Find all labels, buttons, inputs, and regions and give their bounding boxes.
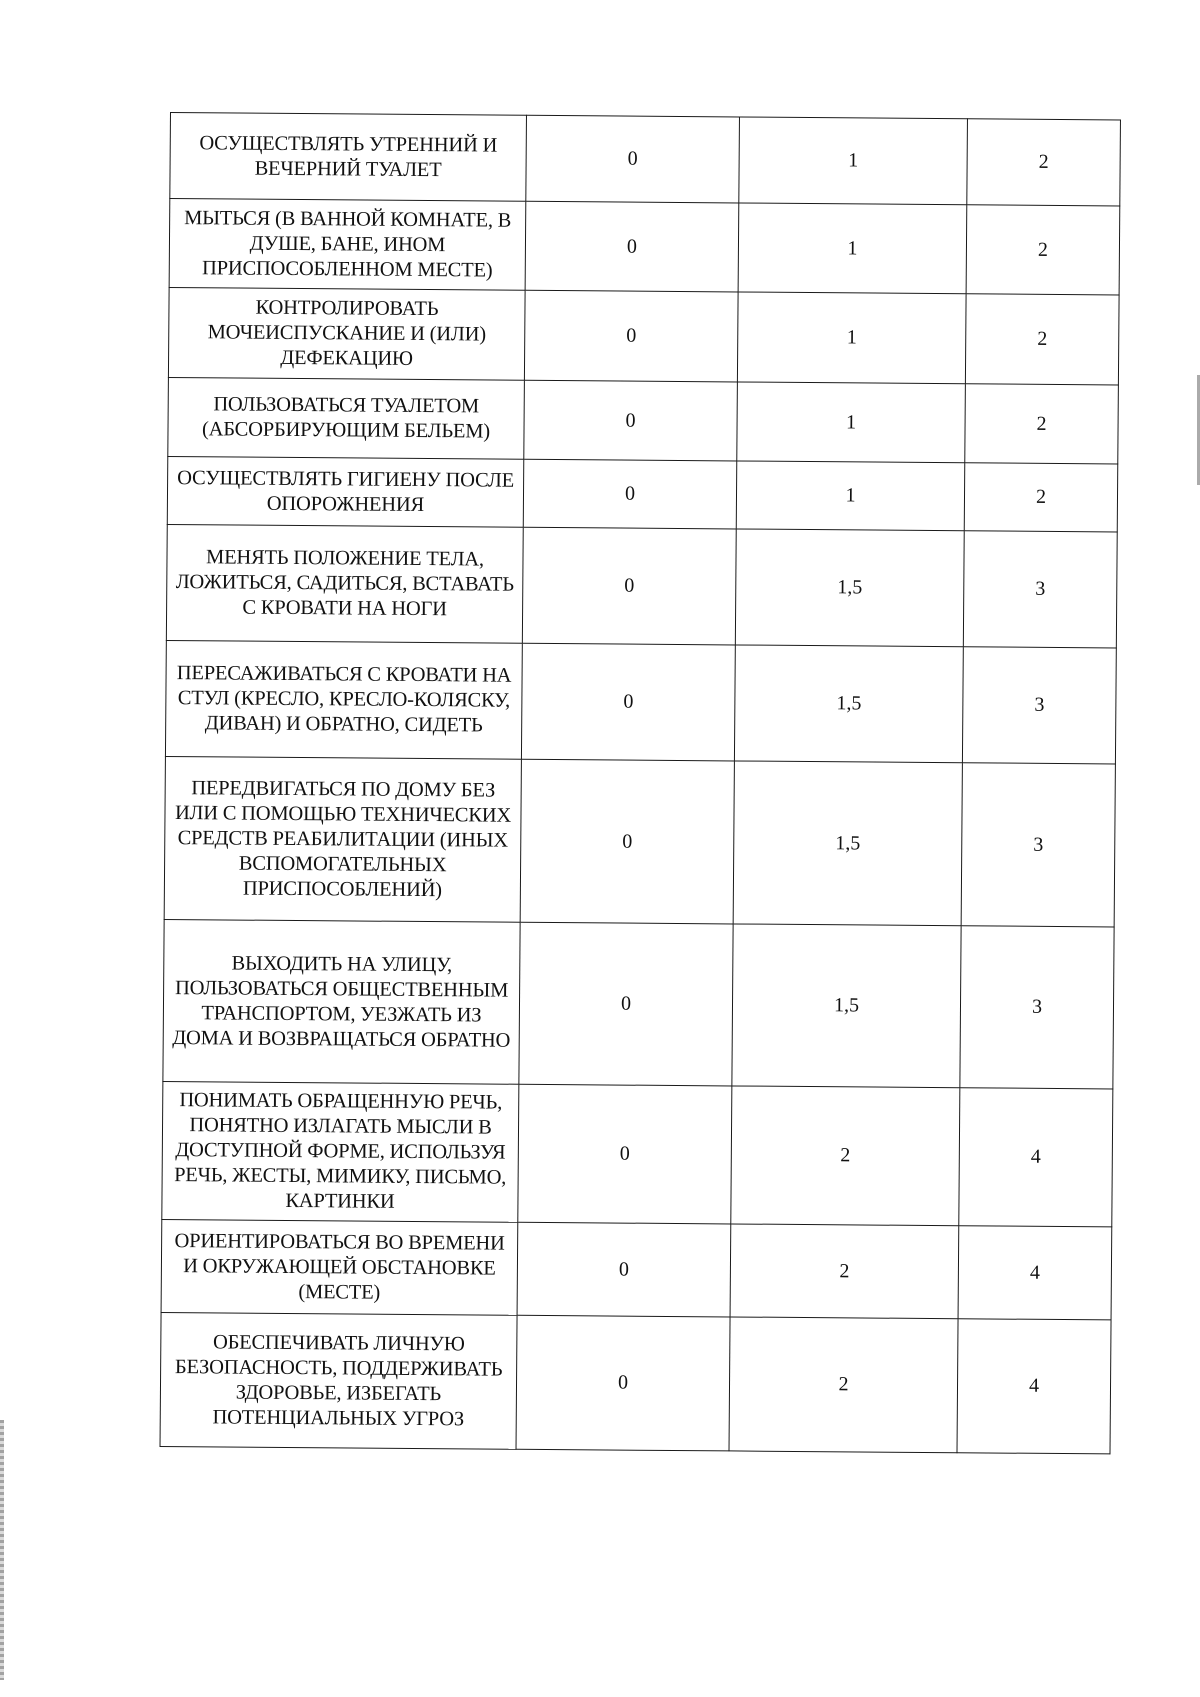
table-row	[170, 113, 1121, 206]
score-cell-3: 3	[960, 926, 1114, 1089]
score-cell-1: 0	[519, 922, 733, 1086]
score-cell-3: 2	[965, 294, 1119, 385]
activity-cell: ВЫХОДИТЬ НА УЛИЦУ, ПОЛЬЗОВАТЬСЯ ОБЩЕСТВЕННЫМ ТРАНСПОРТОМ, УЕЗЖАТЬ ИЗ ДОМА И ВОЗВРАЩАТЬСЯ ОБРАТНО	[163, 919, 520, 1084]
table-row	[169, 199, 1120, 295]
score-cell-2: 1	[738, 203, 967, 294]
score-cell-3: 3	[963, 531, 1117, 648]
score-cell-1: 0	[526, 115, 740, 203]
score-cell-2: 1	[736, 461, 965, 531]
score-cell-1: 0	[524, 380, 738, 461]
table-row	[168, 377, 1119, 463]
score-cell-3: 2	[965, 384, 1119, 464]
scan-edge-artifact	[0, 1420, 4, 1680]
score-cell-2: 1,5	[733, 761, 962, 926]
score-cell-2: 1,5	[734, 645, 963, 763]
score-cell-2: 1,5	[735, 529, 964, 647]
activity-cell: МЕНЯТЬ ПОЛОЖЕНИЕ ТЕЛА, ЛОЖИТЬСЯ, САДИТЬСЯ, ВСТАВАТЬ С КРОВАТИ НА НОГИ	[166, 524, 523, 643]
score-cell-2: 1	[737, 292, 966, 384]
table-row	[165, 640, 1116, 763]
score-cell-1: 0	[518, 1084, 732, 1224]
activity-cell: КОНТРОЛИРОВАТЬ МОЧЕИСПУСКАНИЕ И (ИЛИ) ДЕФЕКАЦИЮ	[168, 287, 525, 380]
score-cell-1: 0	[517, 1222, 731, 1317]
score-cell-3: 3	[961, 763, 1115, 927]
activity-cell: МЫТЬСЯ (В ВАННОЙ КОМНАТЕ, В ДУШЕ, БАНЕ, ИНОМ ПРИСПОСОБЛЕННОМ МЕСТЕ)	[169, 199, 526, 291]
table-row	[162, 1081, 1113, 1226]
table-row	[164, 756, 1115, 926]
score-cell-3: 4	[958, 1226, 1112, 1320]
score-cell-2: 1,5	[732, 924, 961, 1088]
score-cell-1: 0	[521, 643, 735, 761]
table-body	[160, 113, 1120, 1454]
score-cell-2: 2	[729, 1317, 958, 1453]
score-cell-3: 2	[964, 463, 1118, 532]
score-cell-1: 0	[522, 527, 736, 645]
activity-cell: ПОНИМАТЬ ОБРАЩЕННУЮ РЕЧЬ, ПОНЯТНО ИЗЛАГАТЬ МЫСЛИ В ДОСТУПНОЙ ФОРМЕ, ИСПОЛЬЗУЯ РЕЧЬ, ЖЕСТЫ, МИМИКУ, ПИСЬМО, КАРТИНКИ	[162, 1081, 519, 1222]
score-cell-1: 0	[516, 1315, 730, 1451]
activity-cell: ОСУЩЕСТВЛЯТЬ ГИГИЕНУ ПОСЛЕ ОПОРОЖНЕНИЯ	[167, 456, 524, 527]
score-cell-2: 1	[739, 117, 968, 205]
score-cell-3: 3	[962, 647, 1116, 764]
score-cell-2: 1	[737, 382, 966, 463]
score-cell-1: 0	[525, 201, 739, 292]
activity-score-table	[160, 112, 1121, 1454]
activity-cell: ОСУЩЕСТВЛЯТЬ УТРЕННИЙ И ВЕЧЕРНИЙ ТУАЛЕТ	[170, 113, 527, 202]
table-row	[167, 456, 1118, 531]
score-cell-2: 2	[730, 1224, 959, 1319]
score-cell-1: 0	[524, 290, 738, 382]
activity-score-table-wrapper	[160, 112, 1120, 1454]
score-cell-3: 2	[967, 119, 1121, 206]
table-row	[163, 919, 1114, 1088]
table-row	[166, 524, 1117, 647]
score-cell-2: 2	[731, 1086, 960, 1226]
table-row	[168, 287, 1119, 384]
activity-cell: ПЕРЕСАЖИВАТЬСЯ С КРОВАТИ НА СТУЛ (КРЕСЛО, КРЕСЛО-КОЛЯСКУ, ДИВАН) И ОБРАТНО, СИДЕТЬ	[165, 640, 522, 759]
activity-cell: ОБЕСПЕЧИВАТЬ ЛИЧНУЮ БЕЗОПАСНОСТЬ, ПОДДЕРЖИВАТЬ ЗДОРОВЬЕ, ИЗБЕГАТЬ ПОТЕНЦИАЛЬНЫХ УГРОЗ	[160, 1312, 517, 1449]
score-cell-3: 4	[957, 1319, 1111, 1454]
activity-cell: ОРИЕНТИРОВАТЬСЯ ВО ВРЕМЕНИ И ОКРУЖАЮЩЕЙ ОБСТАНОВКЕ (МЕСТЕ)	[161, 1219, 518, 1315]
score-cell-3: 4	[959, 1088, 1113, 1227]
activity-cell: ПОЛЬЗОВАТЬСЯ ТУАЛЕТОМ (АБСОРБИРУЮЩИМ БЕЛЬЕМ)	[168, 377, 525, 459]
table-row	[160, 1312, 1111, 1453]
score-cell-1: 0	[520, 759, 734, 924]
score-cell-1: 0	[523, 459, 737, 529]
table-row	[161, 1219, 1112, 1319]
score-cell-3: 2	[966, 205, 1120, 295]
activity-cell: ПЕРЕДВИГАТЬСЯ ПО ДОМУ БЕЗ ИЛИ С ПОМОЩЬЮ ТЕХНИЧЕСКИХ СРЕДСТВ РЕАБИЛИТАЦИИ (ИНЫХ ВСПОМОГАТЕЛЬНЫХ ПРИСПОСОБЛЕНИЙ)	[164, 756, 521, 922]
